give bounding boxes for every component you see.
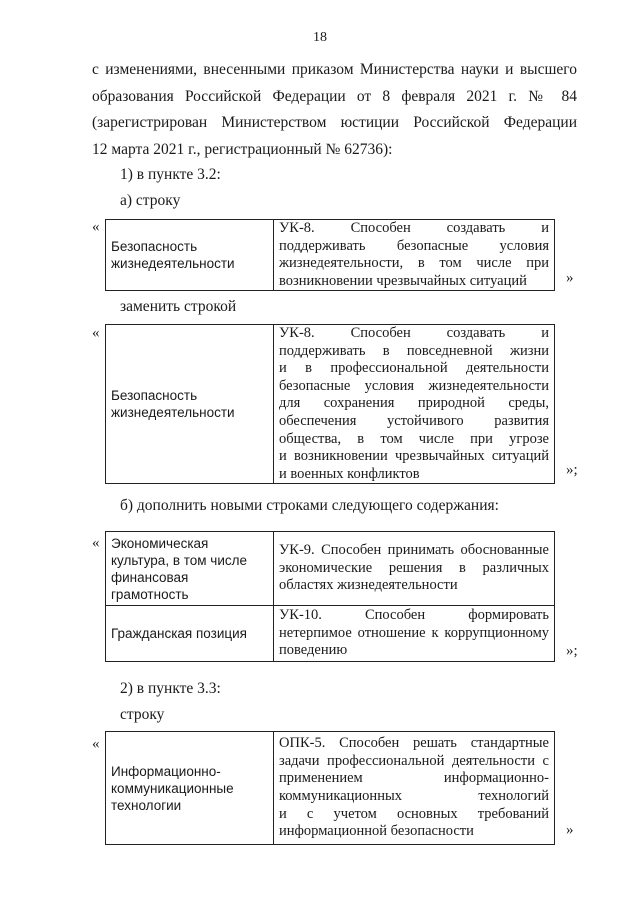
table-added-rows — [105, 531, 555, 662]
intro-line: (зарегистрирован Министерством юстиции Российской Федерации — [92, 114, 577, 131]
competence-line: поведению — [279, 642, 348, 659]
competence-line: УК-8. Способен создавать и — [279, 220, 549, 236]
competence-line: поддерживать в повседневной жизни — [279, 342, 549, 359]
competence-line: поддерживать безопасные условия — [279, 237, 549, 254]
quote-open: « — [92, 535, 100, 551]
competence-line: и в профессиональной деятельности — [279, 360, 549, 377]
competence-line: ОПК-5. Способен решать стандартные — [279, 735, 549, 752]
competence-line: возникновении чрезвычайных ситуаций — [279, 272, 527, 289]
competence-line: коммуникационных технологий — [279, 788, 549, 804]
quote-close: » — [566, 270, 574, 286]
competence-line: экономические решения в различных — [279, 559, 549, 576]
competence-line: обеспечения устойчивого развития — [279, 412, 549, 429]
competence-line: и с учетом основных требований — [279, 805, 549, 822]
quote-close: »; — [566, 462, 578, 478]
competence-line: общества, в том числе при угрозе — [279, 430, 549, 447]
table-cell-competence — [274, 220, 555, 291]
intro-line: образования Российской Федерации от 8 февраля 2021 г. № 84 — [92, 87, 577, 105]
quote-close: » — [566, 822, 574, 838]
competence-line: нетерпимое отношение к коррупционному — [279, 624, 549, 641]
item-1-heading: 1) в пункте 3.2: — [120, 166, 221, 183]
table-cell-discipline: Информационно-коммуникационные технологии — [106, 732, 274, 845]
quote-open: « — [92, 325, 100, 341]
page-number: 18 — [313, 30, 327, 45]
table-cell-competence — [274, 606, 555, 662]
competence-line: и военных конфликтов — [279, 465, 420, 482]
table-old-row-3-2 — [105, 219, 555, 291]
competence-line: безопасные условия жизнедеятельности — [279, 377, 549, 394]
table-cell-discipline: Безопасность жизнедеятельности — [106, 220, 274, 291]
competence-line: для сохранения природной среды, — [279, 395, 549, 412]
table-cell-competence — [274, 325, 555, 484]
intro-paragraph — [92, 57, 577, 163]
competence-line: задачи профессиональной деятельности с — [279, 752, 549, 769]
competence-line: жизнедеятельности, в том числе при — [279, 255, 549, 272]
competence-line: применением информационно- — [279, 770, 549, 787]
table-new-row-3-2 — [105, 324, 555, 484]
table-old-row-3-3 — [105, 731, 555, 845]
quote-open: « — [92, 219, 100, 235]
item-2-text: строку — [120, 706, 165, 723]
competence-line: и возникновении чрезвычайных ситуаций — [279, 448, 549, 465]
competence-line: УК-10. Способен формировать — [279, 607, 549, 624]
quote-open: « — [92, 736, 100, 752]
item-2-heading: 2) в пункте 3.3: — [120, 680, 221, 697]
competence-line: УК-9. Способен принимать обоснованные — [279, 542, 549, 559]
replace-with-text: заменить строкой — [120, 298, 237, 315]
intro-line: 12 марта 2021 г., регистрационный № 62736): — [92, 140, 393, 158]
quote-close: »; — [566, 643, 578, 659]
table-cell-discipline: Безопасность жизнедеятельности — [106, 325, 274, 484]
item-1a-heading: а) строку — [120, 192, 181, 209]
table-cell-competence — [274, 532, 555, 606]
item-1b-heading: б) дополнить новыми строками следующего содержания: — [120, 497, 499, 514]
competence-line: УК-8. Способен создавать и — [279, 325, 549, 341]
table-cell-discipline: Экономическая культура, в том числе финансовая грамотность — [106, 532, 274, 606]
table-cell-competence — [274, 732, 555, 845]
competence-line: информационной безопасности — [279, 823, 474, 840]
table-cell-discipline: Гражданская позиция — [106, 606, 274, 662]
intro-line: с изменениями, внесенными приказом Министерства науки и высшего — [92, 61, 577, 78]
competence-line: областях жизнедеятельности — [279, 577, 458, 594]
